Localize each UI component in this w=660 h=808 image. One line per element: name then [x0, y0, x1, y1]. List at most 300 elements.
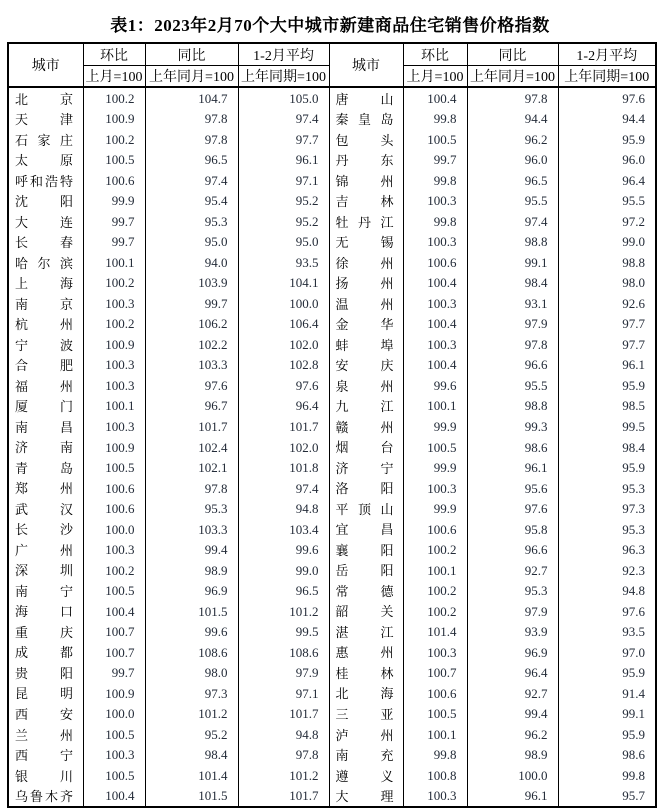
mom-value: 100.3 [403, 642, 467, 663]
mom-value: 100.2 [83, 560, 145, 581]
mom-value: 100.3 [83, 745, 145, 766]
city-name: 三亚 [335, 706, 394, 722]
city-name-cell [329, 786, 403, 808]
mom-value: 100.3 [83, 539, 145, 560]
table-row [8, 662, 656, 683]
avg-value: 98.4 [558, 437, 656, 458]
city-name-cell [8, 457, 83, 478]
mom-value: 100.7 [83, 621, 145, 642]
mom-value: 100.3 [403, 293, 467, 314]
yoy-value: 95.5 [467, 375, 558, 396]
avg-value: 94.8 [238, 724, 329, 745]
mom-value: 101.4 [403, 621, 467, 642]
yoy-value: 94.4 [467, 109, 558, 130]
city-name: 桂林 [335, 665, 394, 681]
city-name: 南充 [335, 748, 394, 764]
city-name: 呼和浩特 [15, 173, 73, 189]
city-name-cell [8, 170, 83, 191]
yoy-base-header: 上年同月=100 [145, 66, 238, 88]
city-name: 海口 [15, 604, 73, 620]
yoy-value: 102.4 [145, 437, 238, 458]
avg-value: 95.3 [558, 478, 656, 499]
city-name-cell [329, 375, 403, 396]
yoy-value: 95.8 [467, 519, 558, 540]
table-row [8, 129, 656, 150]
city-column-header: 城市 [329, 43, 403, 87]
city-name-cell [329, 580, 403, 601]
city-column-header: 城市 [8, 43, 83, 87]
mom-value: 100.1 [403, 396, 467, 417]
mom-value: 99.9 [83, 191, 145, 212]
city-name-cell [329, 683, 403, 704]
mom-value: 100.2 [83, 314, 145, 335]
city-name: 丹东 [335, 153, 394, 169]
mom-value: 100.1 [403, 560, 467, 581]
city-name-cell [329, 560, 403, 581]
mom-value: 100.1 [83, 396, 145, 417]
mom-value: 100.2 [83, 129, 145, 150]
table-row [8, 416, 656, 437]
city-name: 太原 [15, 153, 73, 169]
city-name-cell [8, 273, 83, 294]
mom-value: 100.5 [403, 129, 467, 150]
avg-value: 100.0 [238, 293, 329, 314]
city-name: 九江 [335, 399, 394, 415]
yoy-value: 96.2 [467, 129, 558, 150]
table-body [8, 87, 656, 807]
city-name: 长沙 [15, 522, 73, 538]
mom-base-header: 上月=100 [403, 66, 467, 88]
city-name: 南宁 [15, 583, 73, 599]
city-name: 重庆 [15, 624, 73, 640]
table-row [8, 642, 656, 663]
table-row [8, 293, 656, 314]
city-name: 北海 [335, 686, 394, 702]
avg-value: 97.4 [238, 478, 329, 499]
avg-value: 95.9 [558, 724, 656, 745]
city-name-cell [8, 745, 83, 766]
avg-value: 96.3 [558, 539, 656, 560]
city-name: 合肥 [15, 358, 73, 374]
mom-value: 100.4 [403, 355, 467, 376]
yoy-value: 95.5 [467, 191, 558, 212]
city-name-cell [329, 539, 403, 560]
city-name-cell [8, 580, 83, 601]
yoy-value: 95.3 [467, 580, 558, 601]
mom-column-header: 环比 [403, 43, 467, 66]
city-name-cell [329, 662, 403, 683]
city-name-cell [8, 150, 83, 171]
city-name: 遵义 [335, 768, 394, 784]
mom-value: 100.3 [83, 416, 145, 437]
avg-value: 99.5 [238, 621, 329, 642]
city-name-cell [8, 252, 83, 273]
table-row [8, 498, 656, 519]
table-row [8, 683, 656, 704]
mom-value: 99.7 [403, 150, 467, 171]
yoy-value: 99.4 [145, 539, 238, 560]
mom-value: 100.8 [403, 765, 467, 786]
city-name-cell [329, 334, 403, 355]
avg-value: 97.7 [238, 129, 329, 150]
avg-value: 96.1 [238, 150, 329, 171]
table-row [8, 539, 656, 560]
mom-value: 100.2 [403, 539, 467, 560]
yoy-value: 96.9 [467, 642, 558, 663]
city-name: 吉林 [335, 194, 394, 210]
table-row [8, 355, 656, 376]
mom-value: 99.8 [403, 211, 467, 232]
city-name-cell [8, 621, 83, 642]
city-name-cell [8, 478, 83, 499]
yoy-value: 101.5 [145, 786, 238, 808]
mom-value: 100.6 [83, 478, 145, 499]
city-name-cell [8, 786, 83, 808]
avg-value: 95.9 [558, 662, 656, 683]
city-name: 大理 [335, 789, 394, 805]
yoy-value: 93.9 [467, 621, 558, 642]
city-name-cell [329, 437, 403, 458]
mom-value: 100.6 [403, 519, 467, 540]
city-name-cell [8, 87, 83, 109]
avg-value: 99.8 [558, 765, 656, 786]
city-name: 扬州 [335, 276, 394, 292]
avg-value: 97.6 [558, 601, 656, 622]
table-row [8, 437, 656, 458]
avg-value: 94.4 [558, 109, 656, 130]
avg-value: 98.0 [558, 273, 656, 294]
mom-value: 100.7 [403, 662, 467, 683]
yoy-value: 98.9 [145, 560, 238, 581]
avg-value: 108.6 [238, 642, 329, 663]
city-name: 常德 [335, 583, 394, 599]
yoy-value: 98.0 [145, 662, 238, 683]
city-name-cell [329, 273, 403, 294]
avg-base-header: 上年同期=100 [558, 66, 656, 88]
price-index-table [7, 42, 657, 808]
city-name: 无锡 [335, 235, 394, 251]
city-name: 西安 [15, 706, 73, 722]
table-row [8, 87, 656, 109]
yoy-value: 95.3 [145, 211, 238, 232]
yoy-value: 95.4 [145, 191, 238, 212]
city-name-cell [329, 519, 403, 540]
avg-value: 105.0 [238, 87, 329, 109]
avg-value: 96.1 [558, 355, 656, 376]
mom-value: 100.9 [83, 109, 145, 130]
city-name-cell [329, 150, 403, 171]
mom-value: 100.3 [403, 786, 467, 808]
mom-value: 99.9 [403, 498, 467, 519]
yoy-value: 99.7 [145, 293, 238, 314]
mom-column-header: 环比 [83, 43, 145, 66]
avg-value: 95.5 [558, 191, 656, 212]
city-name-cell [329, 293, 403, 314]
city-name-cell [329, 129, 403, 150]
yoy-value: 92.7 [467, 683, 558, 704]
mom-value: 99.7 [83, 232, 145, 253]
city-name-cell [8, 211, 83, 232]
table-row [8, 150, 656, 171]
city-name: 哈尔滨 [15, 255, 73, 271]
city-name: 烟台 [335, 440, 394, 456]
city-name-cell [329, 109, 403, 130]
city-name: 广州 [15, 542, 73, 558]
table-row [8, 375, 656, 396]
city-name-cell [329, 457, 403, 478]
city-name: 厦门 [15, 399, 73, 415]
mom-value: 100.3 [403, 191, 467, 212]
city-name-cell [8, 334, 83, 355]
mom-value: 100.4 [83, 601, 145, 622]
avg-value: 101.7 [238, 786, 329, 808]
yoy-value: 97.3 [145, 683, 238, 704]
yoy-value: 103.9 [145, 273, 238, 294]
yoy-value: 108.6 [145, 642, 238, 663]
yoy-column-header: 同比 [467, 43, 558, 66]
avg-value: 97.7 [558, 314, 656, 335]
avg-value: 102.0 [238, 437, 329, 458]
yoy-value: 96.7 [145, 396, 238, 417]
yoy-value: 102.1 [145, 457, 238, 478]
city-name: 唐山 [335, 91, 394, 107]
avg-value: 97.1 [238, 170, 329, 191]
city-name-cell [8, 293, 83, 314]
city-name: 北京 [15, 91, 73, 107]
mom-value: 99.7 [83, 211, 145, 232]
mom-value: 100.9 [83, 334, 145, 355]
avg-value: 95.2 [238, 211, 329, 232]
mom-value: 100.1 [83, 252, 145, 273]
mom-value: 100.4 [403, 273, 467, 294]
yoy-value: 96.2 [467, 724, 558, 745]
table-row [8, 334, 656, 355]
city-name: 福州 [15, 378, 73, 394]
table-row [8, 478, 656, 499]
city-name-cell [8, 109, 83, 130]
mom-value: 99.9 [403, 416, 467, 437]
avg-value: 104.1 [238, 273, 329, 294]
avg-column-header: 1-2月平均 [238, 43, 329, 66]
yoy-value: 97.8 [145, 478, 238, 499]
mom-value: 100.2 [83, 87, 145, 109]
mom-value: 100.3 [403, 478, 467, 499]
yoy-value: 106.2 [145, 314, 238, 335]
table-row [8, 252, 656, 273]
mom-value: 100.2 [83, 273, 145, 294]
city-name-cell [329, 191, 403, 212]
yoy-value: 103.3 [145, 519, 238, 540]
city-name: 温州 [335, 296, 394, 312]
avg-value: 101.7 [238, 703, 329, 724]
city-name: 郑州 [15, 481, 73, 497]
avg-value: 96.0 [558, 150, 656, 171]
city-name: 西宁 [15, 748, 73, 764]
city-name: 岳阳 [335, 563, 394, 579]
city-name-cell [8, 601, 83, 622]
table-row [8, 745, 656, 766]
avg-value: 101.2 [238, 601, 329, 622]
yoy-base-header: 上年同月=100 [467, 66, 558, 88]
city-name: 石家庄 [15, 132, 73, 148]
yoy-value: 98.6 [467, 437, 558, 458]
city-name: 宁波 [15, 337, 73, 353]
yoy-value: 103.3 [145, 355, 238, 376]
mom-value: 100.0 [83, 703, 145, 724]
yoy-value: 97.8 [145, 109, 238, 130]
avg-value: 106.4 [238, 314, 329, 335]
city-name-cell [8, 498, 83, 519]
avg-value: 97.3 [558, 498, 656, 519]
avg-value: 91.4 [558, 683, 656, 704]
city-name-cell [8, 355, 83, 376]
avg-value: 95.9 [558, 375, 656, 396]
mom-value: 100.3 [83, 293, 145, 314]
mom-value: 99.8 [403, 109, 467, 130]
city-name: 昆明 [15, 686, 73, 702]
yoy-value: 97.8 [467, 87, 558, 109]
city-name: 泸州 [335, 727, 394, 743]
yoy-value: 96.0 [467, 150, 558, 171]
mom-value: 99.8 [403, 170, 467, 191]
table-row [8, 601, 656, 622]
city-name: 牡丹江 [335, 214, 394, 230]
yoy-value: 101.5 [145, 601, 238, 622]
city-name-cell [8, 703, 83, 724]
avg-value: 97.4 [238, 109, 329, 130]
table-row [8, 703, 656, 724]
yoy-value: 96.1 [467, 786, 558, 808]
city-name-cell [329, 478, 403, 499]
yoy-value: 97.8 [145, 129, 238, 150]
mom-value: 100.2 [403, 580, 467, 601]
yoy-value: 99.1 [467, 252, 558, 273]
city-name-cell [329, 498, 403, 519]
city-name-cell [8, 662, 83, 683]
city-name-cell [329, 170, 403, 191]
yoy-value: 101.2 [145, 703, 238, 724]
avg-value: 95.9 [558, 457, 656, 478]
table-row [8, 786, 656, 808]
yoy-value: 97.6 [467, 498, 558, 519]
mom-value: 99.6 [403, 375, 467, 396]
city-name-cell [8, 539, 83, 560]
avg-value: 97.2 [558, 211, 656, 232]
avg-value: 95.9 [558, 129, 656, 150]
city-name: 天津 [15, 112, 73, 128]
avg-value: 98.8 [558, 252, 656, 273]
city-name-cell [8, 724, 83, 745]
avg-value: 101.8 [238, 457, 329, 478]
yoy-value: 100.0 [467, 765, 558, 786]
avg-value: 97.0 [558, 642, 656, 663]
yoy-value: 96.6 [467, 539, 558, 560]
avg-value: 95.3 [558, 519, 656, 540]
city-name-cell [8, 519, 83, 540]
mom-value: 100.9 [83, 683, 145, 704]
city-name: 乌鲁木齐 [15, 789, 73, 805]
avg-value: 97.9 [238, 662, 329, 683]
avg-value: 92.3 [558, 560, 656, 581]
yoy-value: 104.7 [145, 87, 238, 109]
yoy-value: 94.0 [145, 252, 238, 273]
city-name: 深圳 [15, 563, 73, 579]
city-name: 成都 [15, 645, 73, 661]
city-name: 金华 [335, 317, 394, 333]
yoy-value: 95.3 [145, 498, 238, 519]
mom-value: 100.6 [403, 683, 467, 704]
page-title: 表1：2023年2月70个大中城市新建商品住宅销售价格指数 [110, 16, 550, 35]
table-row [8, 765, 656, 786]
avg-value: 95.7 [558, 786, 656, 808]
table-row [8, 211, 656, 232]
city-name-cell [329, 601, 403, 622]
city-name: 济南 [15, 440, 73, 456]
avg-value: 98.5 [558, 396, 656, 417]
mom-value: 100.4 [403, 314, 467, 335]
mom-value: 100.6 [83, 170, 145, 191]
avg-value: 93.5 [238, 252, 329, 273]
city-name: 上海 [15, 276, 73, 292]
yoy-value: 99.4 [467, 703, 558, 724]
city-name-cell [329, 87, 403, 109]
city-name: 安庆 [335, 358, 394, 374]
yoy-value: 101.7 [145, 416, 238, 437]
avg-value: 97.1 [238, 683, 329, 704]
yoy-value: 102.2 [145, 334, 238, 355]
yoy-value: 98.8 [467, 396, 558, 417]
table-row [8, 232, 656, 253]
mom-value: 100.5 [83, 765, 145, 786]
mom-value: 100.3 [83, 355, 145, 376]
table-row [8, 621, 656, 642]
avg-value: 99.6 [238, 539, 329, 560]
mom-value: 99.9 [403, 457, 467, 478]
table-row [8, 724, 656, 745]
table-row [8, 560, 656, 581]
avg-value: 94.8 [238, 498, 329, 519]
avg-value: 99.0 [558, 232, 656, 253]
mom-value: 100.1 [403, 724, 467, 745]
city-name-cell [8, 416, 83, 437]
city-name-cell [8, 191, 83, 212]
city-name: 济宁 [335, 460, 394, 476]
city-name: 南京 [15, 296, 73, 312]
yoy-value: 95.2 [145, 724, 238, 745]
avg-value: 101.2 [238, 765, 329, 786]
yoy-value: 97.9 [467, 314, 558, 335]
table-row [8, 519, 656, 540]
city-name-cell [8, 765, 83, 786]
city-name-cell [329, 765, 403, 786]
city-name: 杭州 [15, 317, 73, 333]
mom-value: 99.7 [83, 662, 145, 683]
avg-value: 96.4 [238, 396, 329, 417]
yoy-value: 95.0 [145, 232, 238, 253]
city-name: 平顶山 [335, 501, 394, 517]
city-name: 泉州 [335, 378, 394, 394]
avg-value: 97.6 [558, 87, 656, 109]
city-name: 兰州 [15, 727, 73, 743]
table-row [8, 396, 656, 417]
city-name: 徐州 [335, 255, 394, 271]
city-name-cell [329, 621, 403, 642]
yoy-value: 93.1 [467, 293, 558, 314]
yoy-value: 96.1 [467, 457, 558, 478]
city-name-cell [8, 396, 83, 417]
avg-value: 99.0 [238, 560, 329, 581]
avg-value: 97.6 [238, 375, 329, 396]
